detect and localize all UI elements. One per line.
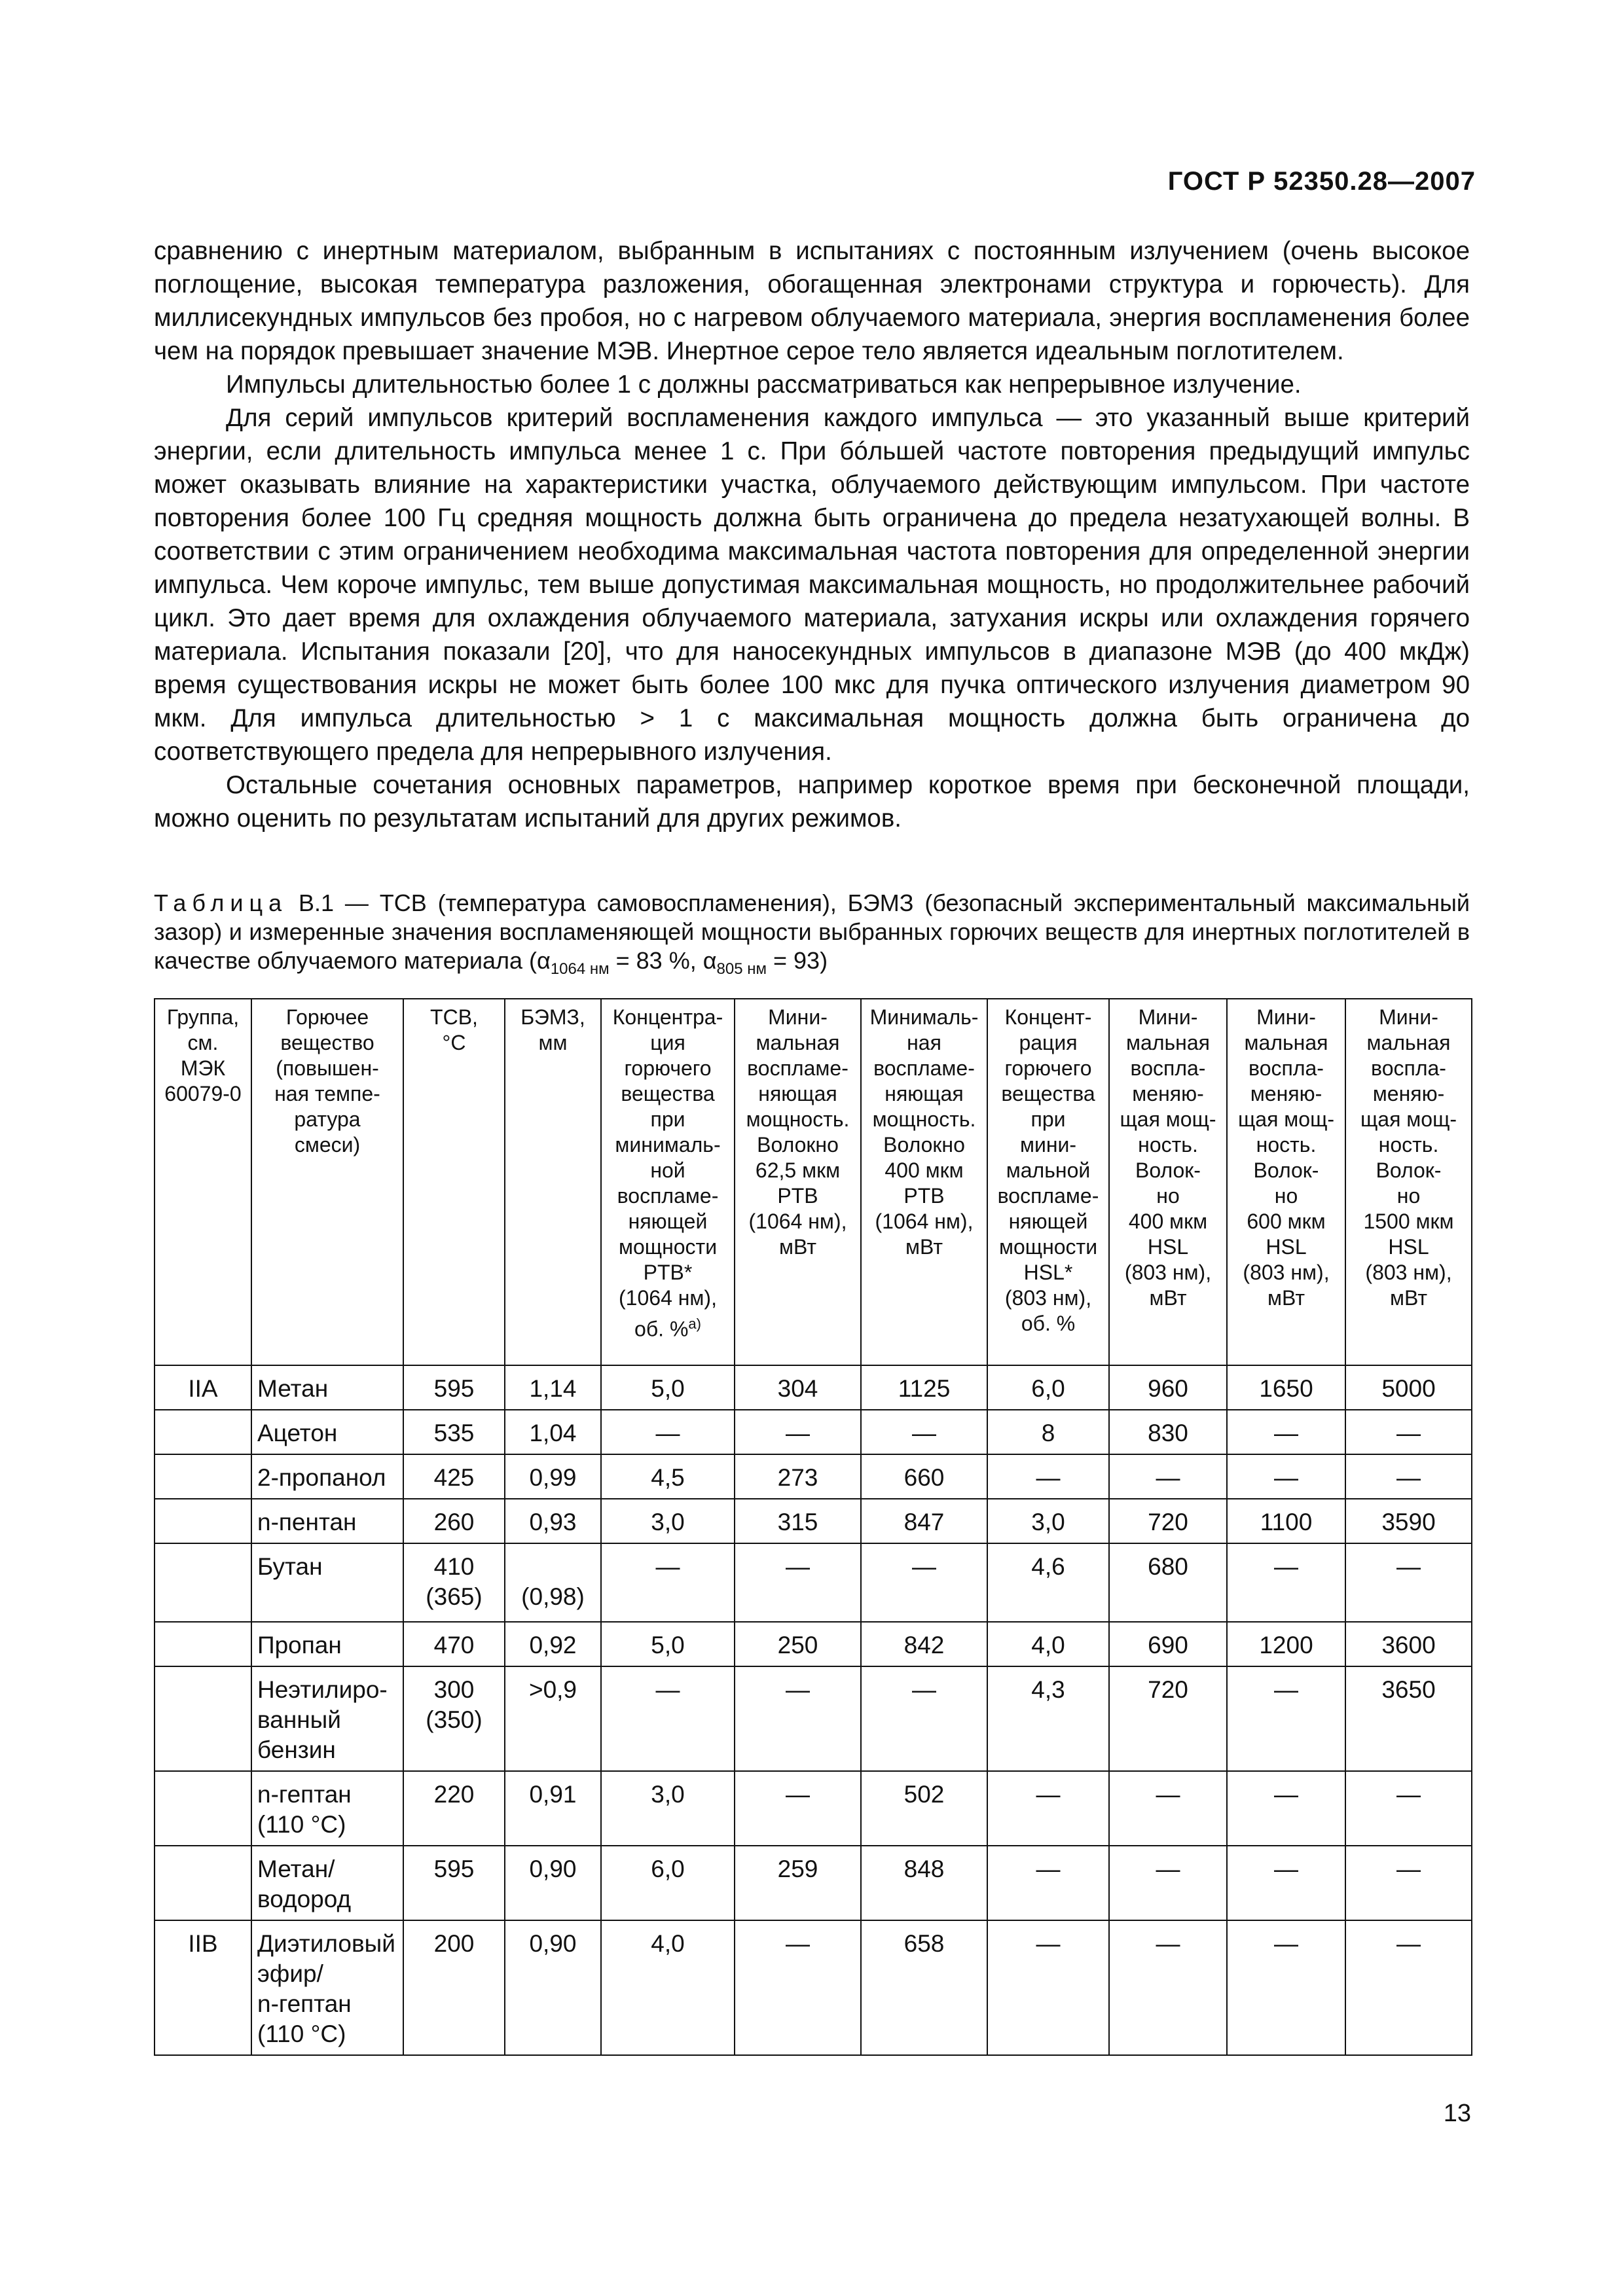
cell-power-1500-hsl: — <box>1345 1410 1472 1454</box>
caption-text: — ТСВ (температура самовоспламенения), БЭМЗ (безопасный экспериментальный максимальный зазор) и измеренные значения воспламеняющей мощности выбранных горючих веществ для инертных поглотителей в качестве облучаемого материала ( <box>154 889 1470 974</box>
cell-bemz: 0,93 <box>505 1499 601 1543</box>
header-power-1500-hsl: Мини- мальная воспла- меняю- щая мощ- ность. Волок- но 1500 мкм HSL (803 нм), мВт <box>1345 999 1472 1365</box>
cell-power-62: 273 <box>735 1454 861 1499</box>
cell-bemz: 1,14 <box>505 1365 601 1410</box>
cell-conc-hsl: — <box>987 1454 1109 1499</box>
cell-substance: Пропан <box>251 1622 403 1666</box>
cell-power-62: 315 <box>735 1499 861 1543</box>
cell-power-400-hsl: 680 <box>1109 1543 1227 1622</box>
paragraph: Остальные сочетания основных параметров, например короткое время при бесконечной площади, можно оценить по результатам испытаний для других режимов. <box>154 771 1470 833</box>
cell-substance: Бутан <box>251 1543 403 1622</box>
cell-bemz: 0,90 <box>505 1846 601 1920</box>
cell-power-600-hsl: — <box>1227 1846 1345 1920</box>
cell-conc-hsl: 3,0 <box>987 1499 1109 1543</box>
cell-power-400-hsl: — <box>1109 1454 1227 1499</box>
cell-substance: Неэтилиро- ванный бензин <box>251 1666 403 1771</box>
cell-power-400-hsl: 830 <box>1109 1410 1227 1454</box>
alpha-symbol: α <box>702 947 717 974</box>
table-row <box>155 1454 1472 1499</box>
data-table <box>154 998 1472 2056</box>
cell-power-400-hsl: — <box>1109 1846 1227 1920</box>
cell-power-62: 259 <box>735 1846 861 1920</box>
cell-power-1500-hsl: — <box>1345 1920 1472 2055</box>
table-row <box>155 1846 1472 1920</box>
header-tsv: ТСВ, °С <box>403 999 505 1365</box>
cell-tsv: 260 <box>403 1499 505 1543</box>
cell-conc-ptb: — <box>601 1543 735 1622</box>
cell-power-62: — <box>735 1666 861 1771</box>
footnote-mark: а) <box>688 1316 701 1332</box>
table-row <box>155 1365 1472 1410</box>
alpha-symbol: α <box>537 947 551 974</box>
body-text <box>154 234 1470 835</box>
cell-power-1500-hsl: — <box>1345 1846 1472 1920</box>
cell-power-600-hsl: 1100 <box>1227 1499 1345 1543</box>
cell-power-62: — <box>735 1771 861 1846</box>
header-power-400-hsl: Мини- мальная воспла- меняю- щая мощ- ность. Волок- но 400 мкм HSL (803 нм), мВт <box>1109 999 1227 1365</box>
cell-tsv: 410 (365) <box>403 1543 505 1622</box>
cell-group <box>155 1543 251 1622</box>
cell-group <box>155 1499 251 1543</box>
alpha-value: = 83 %, <box>609 947 703 974</box>
header-group: Группа, см. МЭК 60079-0 <box>155 999 251 1365</box>
cell-conc-hsl: — <box>987 1771 1109 1846</box>
cell-power-400-ptb: — <box>861 1543 987 1622</box>
header-power-600-hsl: Мини- мальная воспла- меняю- щая мощ- ность. Волок- но 600 мкм HSL (803 нм), мВт <box>1227 999 1345 1365</box>
header-bemz: БЭМЗ, мм <box>505 999 601 1365</box>
cell-power-62: — <box>735 1543 861 1622</box>
cell-group <box>155 1771 251 1846</box>
cell-power-400-ptb: — <box>861 1410 987 1454</box>
cell-conc-hsl: 4,0 <box>987 1622 1109 1666</box>
cell-power-62: — <box>735 1410 861 1454</box>
cell-tsv: 595 <box>403 1846 505 1920</box>
cell-power-600-hsl: 1200 <box>1227 1622 1345 1666</box>
alpha-value: = 93) <box>767 947 828 974</box>
cell-conc-hsl: — <box>987 1920 1109 2055</box>
cell-tsv: 200 <box>403 1920 505 2055</box>
cell-tsv: 535 <box>403 1410 505 1454</box>
cell-substance: Диэтиловый эфир/ n-гептан (110 °С) <box>251 1920 403 2055</box>
cell-power-400-ptb: 658 <box>861 1920 987 2055</box>
cell-power-400-ptb: — <box>861 1666 987 1771</box>
cell-power-400-hsl: 720 <box>1109 1499 1227 1543</box>
cell-power-1500-hsl: — <box>1345 1454 1472 1499</box>
cell-power-1500-hsl: — <box>1345 1543 1472 1622</box>
cell-power-1500-hsl: — <box>1345 1771 1472 1846</box>
cell-power-400-hsl: — <box>1109 1920 1227 2055</box>
cell-power-400-hsl: 960 <box>1109 1365 1227 1410</box>
table-row <box>155 1622 1472 1666</box>
cell-power-1500-hsl: 5000 <box>1345 1365 1472 1410</box>
cell-tsv: 595 <box>403 1365 505 1410</box>
alpha-subscript: 805 нм <box>716 960 767 978</box>
table-row <box>155 1771 1472 1846</box>
cell-bemz: >0,9 <box>505 1666 601 1771</box>
cell-power-600-hsl: — <box>1227 1543 1345 1622</box>
paragraph: Импульсы длительностью более 1 с должны рассматриваться как непрерывное излучение. <box>226 370 1302 399</box>
cell-power-400-ptb: 842 <box>861 1622 987 1666</box>
paragraph: сравнению с инертным материалом, выбранным в испытаниях с постоянным излучением (очень высокое поглощение, высокая температура разложения, обогащенная электронами структура и горючесть). Для миллисекундных импульсов без пробоя, но с нагревом облучаемого материала, энергия воспламенения более чем на порядок превышает значение МЭВ. Инертное серое тело является идеальным поглотителем. <box>154 237 1470 365</box>
cell-substance: n-пентан <box>251 1499 403 1543</box>
cell-conc-ptb: 4,5 <box>601 1454 735 1499</box>
cell-substance: 2-пропанол <box>251 1454 403 1499</box>
cell-power-400-ptb: 502 <box>861 1771 987 1846</box>
cell-power-400-ptb: 847 <box>861 1499 987 1543</box>
cell-group <box>155 1410 251 1454</box>
cell-bemz: 0,90 <box>505 1920 601 2055</box>
cell-conc-ptb: 3,0 <box>601 1771 735 1846</box>
cell-group <box>155 1622 251 1666</box>
header-power-400-ptb: Минималь- ная воспламе- няющая мощность. Волокно 400 мкм PTB (1064 нм), мВт <box>861 999 987 1365</box>
cell-bemz: 0,92 <box>505 1622 601 1666</box>
cell-power-400-hsl: 690 <box>1109 1622 1227 1666</box>
cell-group <box>155 1454 251 1499</box>
cell-group: IIA <box>155 1365 251 1410</box>
cell-power-600-hsl: — <box>1227 1410 1345 1454</box>
cell-power-1500-hsl: 3650 <box>1345 1666 1472 1771</box>
cell-conc-ptb: 5,0 <box>601 1365 735 1410</box>
cell-conc-ptb: 3,0 <box>601 1499 735 1543</box>
caption-label: Таблица <box>154 889 288 916</box>
header-text: Концентра- ция горючего вещества при минималь- ной воспламе- няющей мощности PTB* (1064 нм), об. % <box>612 1005 723 1341</box>
cell-conc-hsl: — <box>987 1846 1109 1920</box>
header-conc-ptb <box>601 999 735 1365</box>
page-number: 13 <box>1443 2100 1471 2127</box>
cell-tsv: 300 (350) <box>403 1666 505 1771</box>
table-row <box>155 1543 1472 1622</box>
table-row <box>155 1410 1472 1454</box>
cell-power-1500-hsl: 3590 <box>1345 1499 1472 1543</box>
cell-bemz: (0,98) <box>505 1543 601 1622</box>
cell-tsv: 470 <box>403 1622 505 1666</box>
cell-bemz: 0,99 <box>505 1454 601 1499</box>
caption-number: В.1 <box>299 889 335 916</box>
cell-conc-hsl: 6,0 <box>987 1365 1109 1410</box>
document-id: ГОСТ Р 52350.28—2007 <box>1167 167 1476 196</box>
cell-group: IIB <box>155 1920 251 2055</box>
cell-substance: n-гептан (110 °С) <box>251 1771 403 1846</box>
table-row <box>155 1666 1472 1771</box>
cell-conc-hsl: 8 <box>987 1410 1109 1454</box>
cell-power-600-hsl: 1650 <box>1227 1365 1345 1410</box>
cell-substance: Ацетон <box>251 1410 403 1454</box>
cell-power-62: — <box>735 1920 861 2055</box>
cell-conc-hsl: 4,6 <box>987 1543 1109 1622</box>
cell-tsv: 425 <box>403 1454 505 1499</box>
cell-conc-ptb: 4,0 <box>601 1920 735 2055</box>
table-header-row <box>155 999 1472 1365</box>
cell-conc-hsl: 4,3 <box>987 1666 1109 1771</box>
cell-substance: Метан <box>251 1365 403 1410</box>
cell-conc-ptb: — <box>601 1410 735 1454</box>
alpha-subscript: 1064 нм <box>550 960 610 978</box>
cell-bemz: 1,04 <box>505 1410 601 1454</box>
header-power-62: Мини- мальная воспламе- няющая мощность. Волокно 62,5 мкм PTB (1064 нм), мВт <box>735 999 861 1365</box>
cell-substance: Метан/ водород <box>251 1846 403 1920</box>
cell-power-400-hsl: — <box>1109 1771 1227 1846</box>
header-conc-hsl: Концент- рация горючего вещества при мини- мальной воспламе- няющей мощности HSL* (803 нм), об. % <box>987 999 1109 1365</box>
cell-power-600-hsl: — <box>1227 1454 1345 1499</box>
cell-tsv: 220 <box>403 1771 505 1846</box>
table-row <box>155 1499 1472 1543</box>
cell-power-600-hsl: — <box>1227 1920 1345 2055</box>
cell-power-400-ptb: 848 <box>861 1846 987 1920</box>
cell-power-62: 304 <box>735 1365 861 1410</box>
cell-power-400-hsl: 720 <box>1109 1666 1227 1771</box>
cell-conc-ptb: 5,0 <box>601 1622 735 1666</box>
cell-power-400-ptb: 1125 <box>861 1365 987 1410</box>
cell-power-400-ptb: 660 <box>861 1454 987 1499</box>
cell-bemz: 0,91 <box>505 1771 601 1846</box>
cell-power-1500-hsl: 3600 <box>1345 1622 1472 1666</box>
cell-power-600-hsl: — <box>1227 1666 1345 1771</box>
header-substance: Горючее вещество (повышен- ная темпе- ратура смеси) <box>251 999 403 1365</box>
cell-conc-ptb: — <box>601 1666 735 1771</box>
table-caption <box>154 889 1470 984</box>
cell-group <box>155 1846 251 1920</box>
cell-group <box>155 1666 251 1771</box>
cell-power-600-hsl: — <box>1227 1771 1345 1846</box>
cell-conc-ptb: 6,0 <box>601 1846 735 1920</box>
table-row <box>155 1920 1472 2055</box>
cell-power-62: 250 <box>735 1622 861 1666</box>
paragraph: Для серий импульсов критерий воспламенения каждого импульса — это указанный выше критерий энергии, если длительность импульса менее 1 с. При бóльшей частоте повторения предыдущий импульс может оказывать влияние на характеристики участка, облучаемого действующим импульсом. При частоте повторения более 100 Гц средняя мощность должна быть ограничена до предела незатухающей волны. В соответствии с этим ограничением необходима максимальная частота повторения для определенной энергии импульса. Чем короче импульс, тем выше допустимая максимальная мощность, но продолжительнее рабочий цикл. Это дает время для охлаждения облучаемого материала, затухания искры или охлаждения горячего материала. Испытания показали [20], что для наносекундных импульсов в диапазоне МЭВ (до 400 мкДж) время существования искры не может быть более 100 мкс для пучка оптического излучения диаметром 90 мкм. Для импульса длительностью > 1 с максимальная мощность должна быть ограничена до соответствующего предела для непрерывного излучения. <box>154 404 1470 766</box>
